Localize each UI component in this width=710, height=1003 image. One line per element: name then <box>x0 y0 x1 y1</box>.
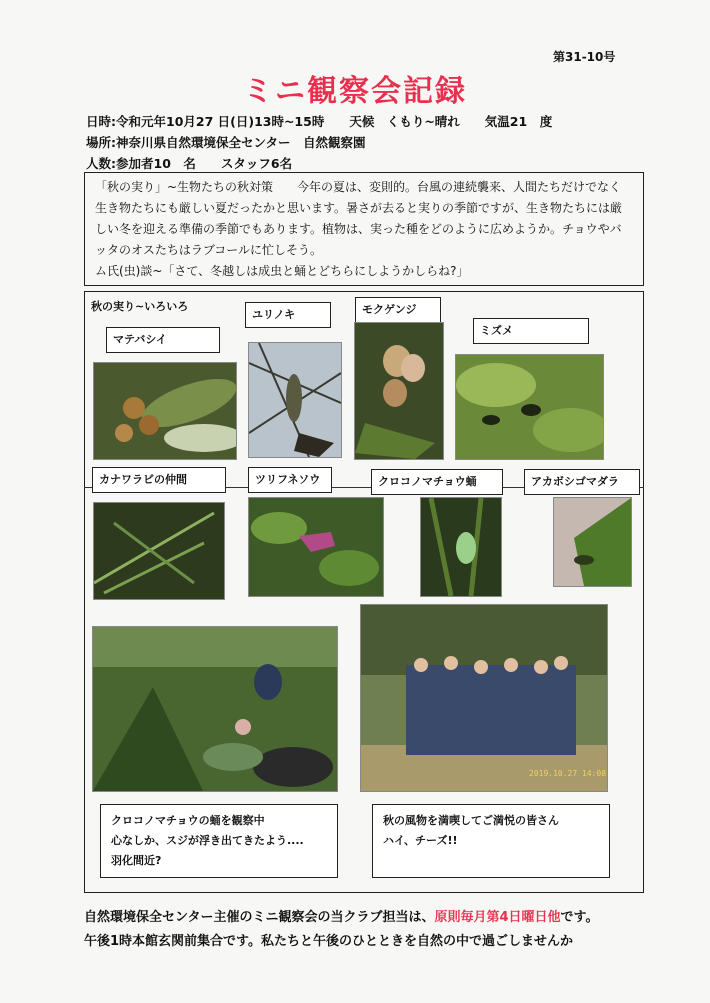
caption-group <box>372 804 610 878</box>
birch-photo-graphic <box>456 355 603 459</box>
intro-line: 生き物たちにも厳しい夏だったかと思います。暑さが去ると実りの季節ですが、生き物たちには厳 <box>95 201 623 215</box>
group-photo-graphic <box>361 605 607 791</box>
section-heading: 秋の実り~いろいろ <box>91 300 189 313</box>
footer-line-2: 午後1時本館玄関前集合です。私たちと午後のひとときを自然の中で過ごしませんか <box>84 934 574 949</box>
page-title: ミニ観察会記録 <box>243 74 467 109</box>
footer-text: 自然環境保全センター主催のミニ観察会の当クラブ担当は、 <box>84 910 435 925</box>
intro-line: しい冬を迎える準備の季節でもあります。植物は、実った種をどのように広めようか。チョウやバ <box>95 222 622 236</box>
photo-tsurifuneso <box>248 497 384 597</box>
impatiens-photo-graphic <box>249 498 383 596</box>
footer-highlight: 原則毎月第4日曜日他 <box>434 910 561 925</box>
label-mizume: ミズメ <box>473 318 589 344</box>
larva-photo-graphic <box>554 498 631 586</box>
golden-rain-tree-photo-graphic <box>355 323 443 459</box>
photo-observation <box>92 626 338 792</box>
info-location: 場所:神奈川県自然環境保全センター 自然観察園 <box>86 135 366 150</box>
fern-photo-graphic <box>94 503 224 599</box>
label-tsurifuneso: ツリフネソウ <box>248 467 332 493</box>
intro-box <box>84 172 644 286</box>
label-akaboshi: アカボシゴマダラ <box>524 469 640 495</box>
intro-line: 「秋の実り」~生物たちの秋対策 今年の夏は、変則的。台風の連続襲来、人間たちだけでなく <box>95 180 622 194</box>
caption-line: 心なしか、スジが浮き出てきたよう.... <box>111 834 304 847</box>
issue-number: 第31-10号 <box>553 50 616 64</box>
label-matebashii: マテバシイ <box>106 327 220 353</box>
pupa-photo-graphic <box>421 498 501 596</box>
info-participants: 人数:参加者10 名 スタッフ6名 <box>86 156 293 171</box>
info-datetime-weather: 日時:令和元年10月27 日(日)13時~15時 天候 くもり~晴れ 気温21 度 <box>86 114 553 129</box>
photo-timestamp: 2019.10.27 14:08 <box>529 769 607 778</box>
footer-line-1 <box>84 906 599 925</box>
caption-line: ハイ、チーズ!! <box>383 834 458 847</box>
photo-matebashii <box>93 362 237 460</box>
observation-photo-graphic <box>93 627 337 791</box>
label-kanawarabi: カナワラビの仲間 <box>92 467 226 493</box>
acorn-photo-graphic <box>94 363 236 459</box>
footer-text: です。 <box>560 910 599 925</box>
caption-line: 秋の風物を満喫してご満悦の皆さん <box>383 814 559 827</box>
caption-line: クロコノマチョウの蛹を観察中 <box>111 814 265 827</box>
photo-kanawarabi <box>93 502 225 600</box>
tulip-tree-photo-graphic <box>249 343 341 457</box>
photo-yurinoki <box>248 342 342 458</box>
photo-mokugenji <box>354 322 444 460</box>
caption-observation <box>100 804 338 878</box>
intro-line: ム氏(虫)談~「さて、冬越しは成虫と蛹とどちらにしようかしらね?」 <box>95 264 469 278</box>
photo-mizume <box>455 354 604 460</box>
photo-akaboshi <box>553 497 632 587</box>
intro-line: ッタのオスたちはラブコールに忙しそう。 <box>95 243 323 257</box>
label-kurokono: クロコノマチョウ蛹 <box>371 469 503 495</box>
caption-line: 羽化間近? <box>111 854 162 867</box>
label-mokugenji: モクゲンジ <box>355 297 441 323</box>
label-yurinoki: ユリノキ <box>245 302 331 328</box>
photo-kurokono <box>420 497 502 597</box>
photo-group <box>360 604 608 792</box>
